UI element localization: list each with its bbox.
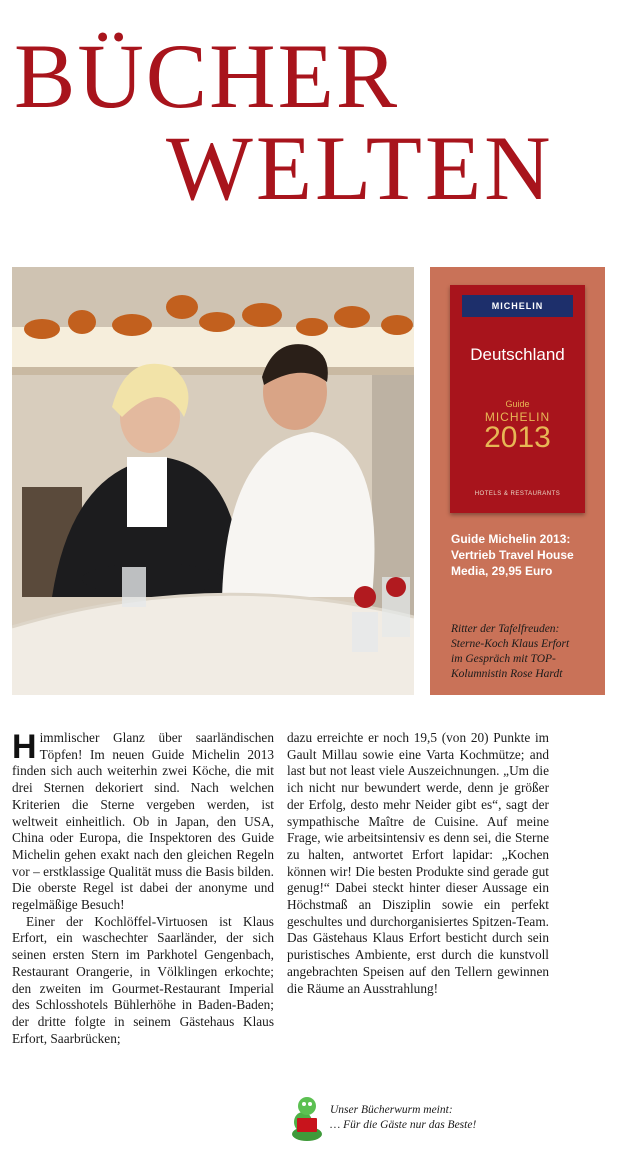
photo-caption-line: Sterne-Koch Klaus Erfort (451, 638, 570, 650)
article-column-left (12, 730, 274, 1047)
article-paragraph-2: Einer der Kochlöffel-Virtuosen ist Klaus Erfort, ein waschechter Saarländer, der sich seinen ersten Stern im Parkhotel Gengenbach, Restaurant Orangerie, in Völklingen erkochte; den zweiten im Gourmet-Restaurant Imperial des Schlosshotels Bühlerhöhe in Baden-Baden; der dritte folgte in seinem Gästehaus Klaus Erfort, Saarbrücken; (12, 913, 274, 1046)
article-column-right (287, 730, 549, 997)
bookworm-note (330, 1103, 590, 1133)
photo-caption-line: Kolumnistin Rose Hardt (451, 668, 563, 680)
drop-cap: H (12, 728, 37, 766)
masthead (14, 25, 614, 219)
book-year: 2013 (484, 421, 551, 454)
photo-caption-line: Ritter der Tafelfreuden: (451, 623, 560, 635)
article-paragraph-3: dazu erreichte er noch 19,5 (von 20) Punkte im Gault Millau sowie eine Varta Kochmütze; and last but not least viele Auszeichnungen. „Um die ich nicht nur bewundert werde, denn je größer der Erfolg, desto mehr Neider gibt es“, sagt der sympathische Maître de Cuisine. Auf meine Frage, wie arbeitsintensiv es denn sei, die Sterne zu halten, antwortet Erfort lapidar: „Kochen können wir! Die besten Produkte sind gerade gut genug!“ Dabei steckt hinter dieser Aussage ein Höchstmaß an Disziplin sowie ein perfekt geschultes und durchorganisiertes Spitzen-Team. Das Gästehaus Klaus Erfort besticht durch sein puristisches Ambiente, erst durch die kunstvoll angebrachten Speisen auf den Tellern gewinnen die Räume an Ausstrahlung! (287, 730, 549, 996)
article-paragraph-1 (12, 730, 274, 914)
bookworm-line-1: Unser Bücherwurm meint: (330, 1104, 453, 1116)
photo-caption-line: im Gespräch mit TOP- (451, 653, 556, 665)
book-caption-line: Media, 29,95 Euro (451, 564, 553, 578)
book-michelin-label: MICHELIN (484, 410, 551, 424)
bookworm-line-2: … Für die Gäste nur das Beste! (330, 1119, 477, 1131)
book-guide-label: Guide (505, 399, 530, 409)
masthead-line-1: BÜCHER (14, 25, 400, 127)
sidebar (430, 267, 605, 695)
book-caption-line: Vertrieb Travel House (451, 548, 574, 562)
photo-caption (451, 622, 601, 682)
michelin-logo: MICHELIN (462, 295, 573, 317)
book-country: Deutschland (470, 345, 565, 364)
paragraph-text: immlischer Glanz über saarländischen Töpfen! Im neuen Guide Michelin 2013 finden sich auch weiterhin zwei Köche, die mit drei Sternen dekoriert sind. Nach welchen Kriterien die Sterne vergeben werden, ist weltweit einheitlich. Ob in Japan, den USA, China oder Europa, die Inspektoren des Guide Michelin gehen exakt nach den gleichen Regeln vor – erstklassige Qualität muss die Basis bilden. Die oberste Regel ist dabei der anonyme und regelmäßige Besuch! (12, 730, 274, 913)
book-caption-line: Guide Michelin 2013: (451, 532, 571, 546)
book-subtitle: HOTELS & RESTAURANTS (474, 491, 561, 497)
interview-photo (12, 267, 414, 695)
masthead-line-2: WELTEN (166, 117, 554, 219)
bookworm-icon (289, 1094, 325, 1142)
book-caption (451, 531, 601, 579)
guide-michelin-book-cover (450, 285, 585, 513)
